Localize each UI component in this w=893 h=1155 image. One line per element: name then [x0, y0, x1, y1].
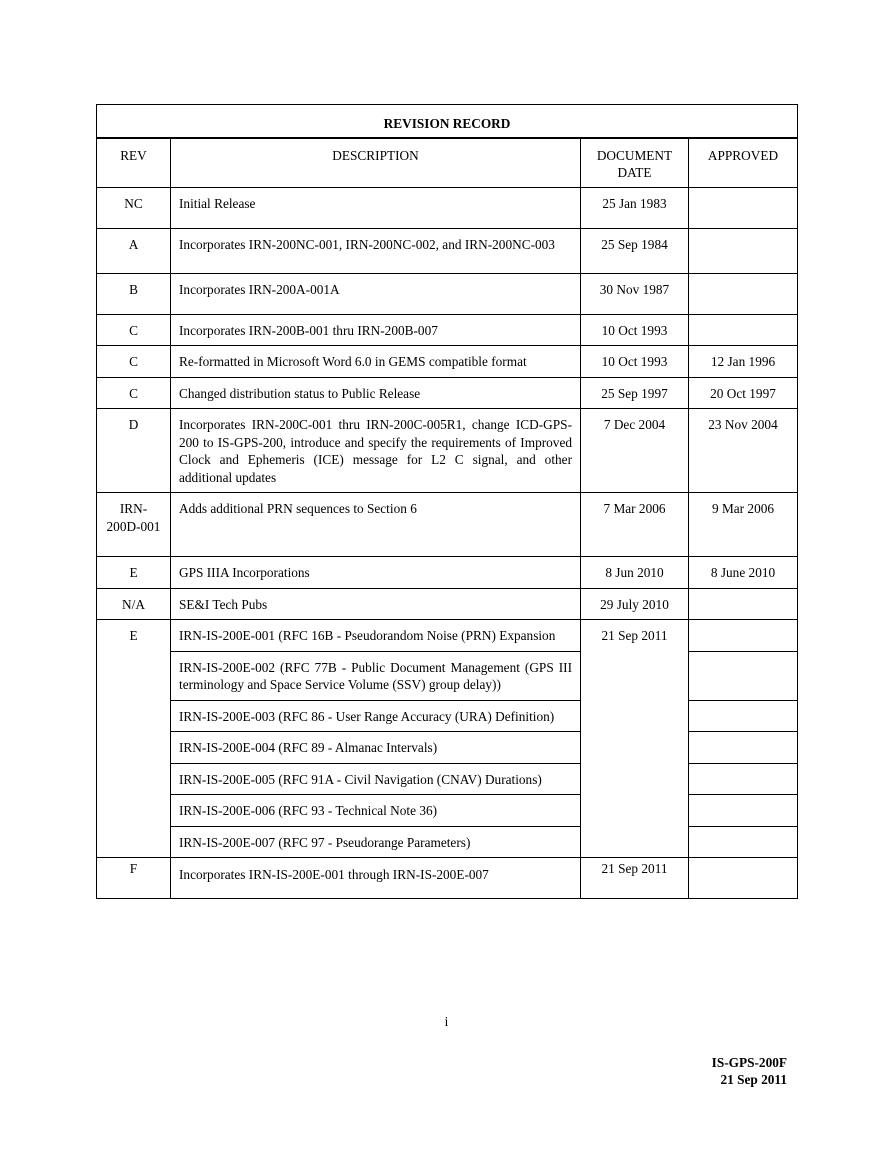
- date-cell: 29 July 2010: [581, 588, 689, 620]
- table-row: [97, 557, 798, 589]
- approved-cell: [689, 795, 798, 827]
- description-cell: IRN-IS-200E-007 (RFC 97 - Pseudorange Parameters): [171, 826, 581, 858]
- rev-cell: B: [97, 273, 171, 314]
- table-title: REVISION RECORD: [97, 105, 798, 138]
- description-cell: IRN-IS-200E-004 (RFC 89 - Almanac Intervals): [171, 732, 581, 764]
- date-cell: 25 Sep 1984: [581, 228, 689, 273]
- table-row: [97, 314, 798, 346]
- document-identifier: [712, 1054, 787, 1088]
- header-document-date: DOCUMENT DATE: [581, 138, 689, 188]
- approved-cell: [689, 187, 798, 228]
- date-cell: 7 Dec 2004: [581, 409, 689, 493]
- approved-cell: [689, 588, 798, 620]
- description-cell: Incorporates IRN-IS-200E-001 through IRN-IS-200E-007: [171, 858, 581, 899]
- rev-cell: C: [97, 346, 171, 378]
- rev-cell: D: [97, 409, 171, 493]
- description-cell: GPS IIIA Incorporations: [171, 557, 581, 589]
- table-row: [97, 493, 798, 557]
- revision-record-table: [96, 104, 798, 899]
- table-row: [97, 187, 798, 228]
- rev-cell: N/A: [97, 588, 171, 620]
- date-cell: 21 Sep 2011: [581, 858, 689, 899]
- table-row: [97, 346, 798, 378]
- description-cell: Incorporates IRN-200C-001 thru IRN-200C-005R1, change ICD-GPS-200 to IS-GPS-200, introduce and specify the requirements of Improved Clock and Ephemeris (ICE) message for L2 C signal, and other additional updates: [171, 409, 581, 493]
- date-cell: 25 Jan 1983: [581, 187, 689, 228]
- date-cell-group-e: 21 Sep 2011: [581, 620, 689, 858]
- description-cell: IRN-IS-200E-005 (RFC 91A - Civil Navigation (CNAV) Durations): [171, 763, 581, 795]
- approved-cell: 23 Nov 2004: [689, 409, 798, 493]
- approved-cell: [689, 273, 798, 314]
- table-row: [97, 826, 798, 858]
- approved-cell: [689, 826, 798, 858]
- description-cell: Incorporates IRN-200B-001 thru IRN-200B-007: [171, 314, 581, 346]
- table-row: [97, 732, 798, 764]
- approved-cell: [689, 763, 798, 795]
- page-number: i: [444, 1014, 449, 1029]
- description-cell: Re-formatted in Microsoft Word 6.0 in GEMS compatible format: [171, 346, 581, 378]
- approved-cell: 8 June 2010: [689, 557, 798, 589]
- table-row: [97, 700, 798, 732]
- approved-cell: [689, 228, 798, 273]
- rev-cell: A: [97, 228, 171, 273]
- rev-cell: NC: [97, 187, 171, 228]
- approved-cell: [689, 651, 798, 700]
- date-cell: 10 Oct 1993: [581, 314, 689, 346]
- table-row: [97, 377, 798, 409]
- table-row: [97, 620, 798, 652]
- description-cell: SE&I Tech Pubs: [171, 588, 581, 620]
- rev-cell: C: [97, 314, 171, 346]
- description-cell: Adds additional PRN sequences to Section 6: [171, 493, 581, 557]
- date-cell: 25 Sep 1997: [581, 377, 689, 409]
- doc-id-text: IS-GPS-200F: [711, 1055, 787, 1070]
- table-row: [97, 228, 798, 273]
- table-row: [97, 763, 798, 795]
- table-row: [97, 795, 798, 827]
- approved-cell: [689, 858, 798, 899]
- rev-cell: IRN-200D-001: [97, 493, 171, 557]
- approved-cell: [689, 732, 798, 764]
- table-row: [97, 858, 798, 899]
- approved-cell: 9 Mar 2006: [689, 493, 798, 557]
- table-row: [97, 273, 798, 314]
- doc-date-text: 21 Sep 2011: [720, 1072, 787, 1087]
- approved-cell: [689, 620, 798, 652]
- date-cell: 10 Oct 1993: [581, 346, 689, 378]
- approved-cell: 12 Jan 1996: [689, 346, 798, 378]
- rev-cell: F: [97, 858, 171, 899]
- header-description: DESCRIPTION: [171, 138, 581, 188]
- date-cell: 7 Mar 2006: [581, 493, 689, 557]
- description-cell: IRN-IS-200E-002 (RFC 77B - Public Document Management (GPS III terminology and Space Service Volume (SSV) group delay)): [171, 651, 581, 700]
- description-cell: Incorporates IRN-200A-001A: [171, 273, 581, 314]
- rev-cell-group-e: E: [97, 620, 171, 858]
- header-rev: REV: [97, 138, 171, 188]
- table-row: [97, 588, 798, 620]
- approved-cell: [689, 314, 798, 346]
- rev-cell: E: [97, 557, 171, 589]
- approved-cell: 20 Oct 1997: [689, 377, 798, 409]
- description-cell: IRN-IS-200E-006 (RFC 93 - Technical Note 36): [171, 795, 581, 827]
- date-cell: 30 Nov 1987: [581, 273, 689, 314]
- header-approved: APPROVED: [689, 138, 798, 188]
- description-cell: IRN-IS-200E-003 (RFC 86 - User Range Accuracy (URA) Definition): [171, 700, 581, 732]
- date-cell: 8 Jun 2010: [581, 557, 689, 589]
- description-cell: Initial Release: [171, 187, 581, 228]
- table-row: [97, 651, 798, 700]
- description-cell: IRN-IS-200E-001 (RFC 16B - Pseudorandom Noise (PRN) Expansion: [171, 620, 581, 652]
- description-cell: Incorporates IRN-200NC-001, IRN-200NC-002, and IRN-200NC-003: [171, 228, 581, 273]
- description-cell: Changed distribution status to Public Release: [171, 377, 581, 409]
- rev-cell: C: [97, 377, 171, 409]
- table-row: [97, 409, 798, 493]
- approved-cell: [689, 700, 798, 732]
